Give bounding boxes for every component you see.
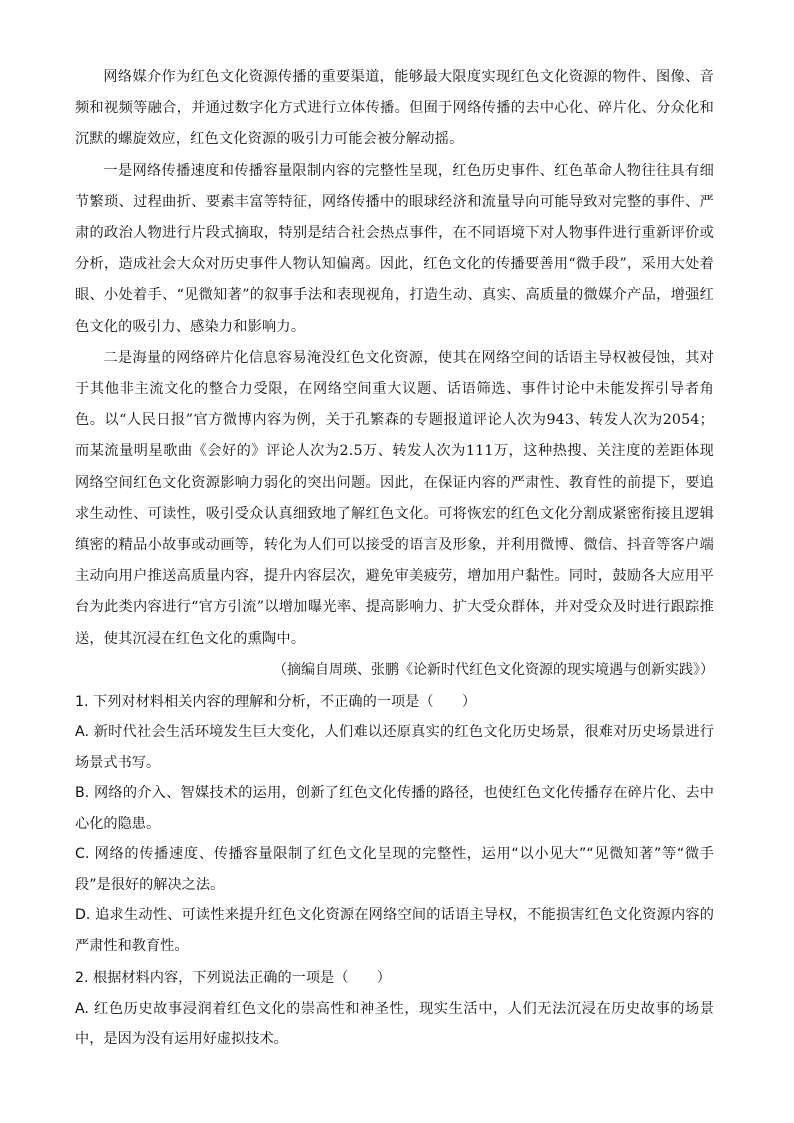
passage-paragraph-2: 一是网络传播速度和传播容量限制内容的完整性呈现，红色历史事件、红色革命人物往往具有细节繁琐、过程曲折、要素丰富等特征，网络传播中的眼球经济和流量导向可能导致对完整的事件、严肃的政治人物进行片段式摘取，特别是结合社会热点事件，在不同语境下对人物事件进行重新评价或分析，造成社会大众对历史事件人物认知偏离。因此，红色文化的传播要善用“微手段”，采用大处着眼、小处着手、“见微知著”的叙事手法和表现视角，打造生动、真实、高质量的微媒介产品，增强红色文化的吸引力、感染力和影响力。 (75, 162, 714, 335)
option-a: A. 新时代社会生活环境发生巨大变化，人们难以还原真实的红色文化历史场景，很难对历史场景进行场景式书写。 (75, 724, 714, 771)
option-c: C. 网络的传播速度、传播容量限制了红色文化呈现的完整性，运用“以小见大”“见微知著”等“微手段”是很好的解决之法。 (75, 846, 714, 893)
passage-paragraph-1: 网络媒介作为红色文化资源传播的重要渠道，能够最大限度实现红色文化资源的物件、图像、音频和视频等融合，并通过数字化方式进行立体传播。但囿于网络传播的去中心化、碎片化、分众化和沉默的螺旋效应，红色文化资源的吸引力可能会被分解动摇。 (75, 69, 714, 148)
reading-passage (75, 62, 714, 685)
question-1 (75, 687, 714, 962)
question-2 (75, 963, 714, 1055)
option-d: D. 追求生动性、可读性来提升红色文化资源在网络空间的话语主导权，不能损害红色文化资源内容的严肃性和教育性。 (75, 907, 714, 954)
question-title: 1. 下列对材料相关内容的理解和分析，不正确的一项是（ ） (75, 693, 477, 710)
question-title: 2. 根据材料内容，下列说法正确的一项是（ ） (75, 970, 391, 987)
option-a: A. 红色历史故事浸润着红色文化的崇高性和神圣性，现实生活中，人们无法沉浸在历史故事的场景中，是因为没有运用好虚拟技术。 (75, 1000, 714, 1048)
option-b: B. 网络的介入、智媒技术的运用，创新了红色文化传播的路径，也使红色文化传播存在碎片化、去中心化的隐患。 (75, 785, 714, 832)
passage-paragraph-3: 二是海量的网络碎片化信息容易淹没红色文化资源，使其在网络空间的话语主导权被侵蚀，其对于其他非主流文化的整合力受限，在网络空间重大议题、话语筛选、事件讨论中未能发挥引导者角色。以“人民日报”官方微博内容为例，关于孔繁森的专题报道评论人次为943、转发人次为2054；而某流量明星歌曲《会好的》评论人次为2.5万、转发人次为111万，这种热搜、关注度的差距体现网络空间红色文化资源影响力弱化的突出问题。因此，在保证内容的严肃性、教育性的前提下，要追求生动性、可读性，吸引受众认真细致地了解红色文化。可将恢宏的红色文化分割成紧密衔接且逻辑缜密的精品小故事或动画等，转化为人们可以接受的语言及形象，并利用微博、微信、抖音等客户端主动向用户推送高质量内容，提升内容层次，避免审美疲劳，增加用户黏性。同时，鼓励各大应用平台为此类内容进行“官方引流”以增加曝光率、提高影响力、扩大受众群体，并对受众及时进行跟踪推送，使其沉浸在红色文化的熏陶中。 (75, 349, 714, 647)
passage-source: （摘编自周瑛、张鹏《论新时代红色文化资源的现实境遇与创新实践》） (273, 661, 714, 678)
